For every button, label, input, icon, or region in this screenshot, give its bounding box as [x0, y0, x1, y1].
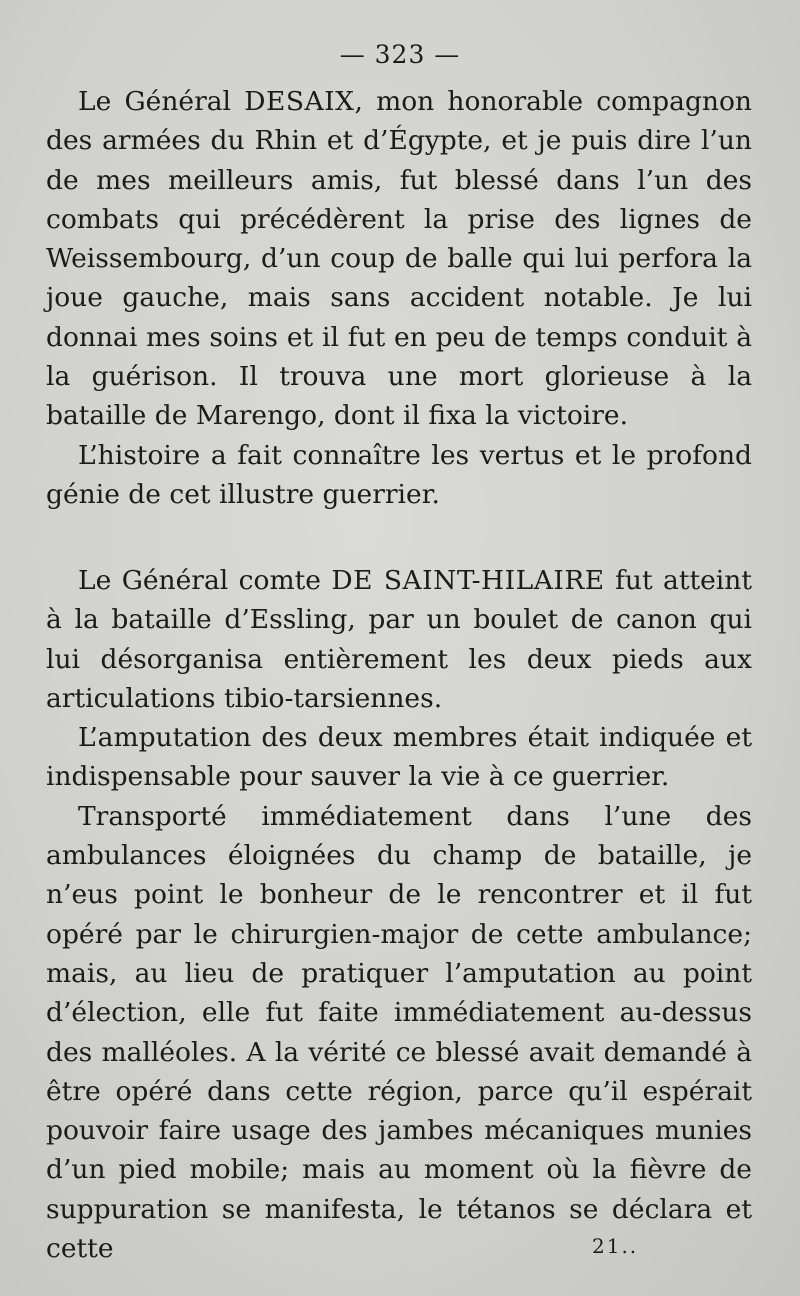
paragraph-prefix: Le Général: [78, 86, 245, 117]
signature-mark: 21..: [592, 1234, 639, 1258]
paragraph-body: , mon honorable compagnon des armées du Rhin et d’Égypte, et je puis dire l’un de mes meilleurs amis, fut blessé dans l’un des combats qui précédèrent la prise des lignes de Weissembourg, d’un coup de balle qui lui perfora la joue gauche, mais sans accident notable. Je lui donnai mes soins et il fut en peu de temps conduit à la guérison. Il trouva une mort glorieuse à la bataille de Marengo, dont il fixa la victoire.: [46, 86, 753, 432]
paragraph-saint-hilaire: [46, 561, 752, 718]
section-saint-hilaire: [46, 561, 752, 1268]
paragraph-amputation: L’amputation des deux membres était indiquée et indispensable pour sauver la vie à ce guerrier.: [46, 722, 752, 793]
paragraph-prefix: Le Général comte: [78, 565, 332, 596]
paragraph-body: fut atteint à la bataille d’Essling, par un boulet de canon qui lui désorganisa entièrement les deux pieds aux articulations tibio-tarsiennes.: [46, 565, 752, 714]
page-number: — 323 —: [339, 40, 461, 69]
section-desaix: [46, 82, 752, 514]
paragraph-transporte: Transporté immédiatement dans l’une des ambulances éloignées du champ de bataille, je n’eus point le bonheur de le rencontrer et il fut opéré par le chirurgien-major de cette ambulance; mais, au lieu de pratiquer l’amputation au point d’élection, elle fut faite immédiatement au-dessus des malléoles. A la vérité ce blessé avait demandé à être opéré dans cette région, parce qu’il espérait pouvoir faire usage des jambes mécaniques munies d’un pied mobile; mais au moment où la fièvre de suppuration se manifesta, le tétanos se déclara et cette: [46, 800, 752, 1265]
paragraph-histoire: L’histoire a fait connaître les vertus et le profond génie de cet illustre guerrier.: [46, 439, 752, 510]
person-name-desaix: DESAIX: [244, 86, 355, 117]
person-name-saint-hilaire: DE SAINT-HILAIRE: [331, 565, 605, 596]
paragraph-desaix: [46, 82, 752, 436]
